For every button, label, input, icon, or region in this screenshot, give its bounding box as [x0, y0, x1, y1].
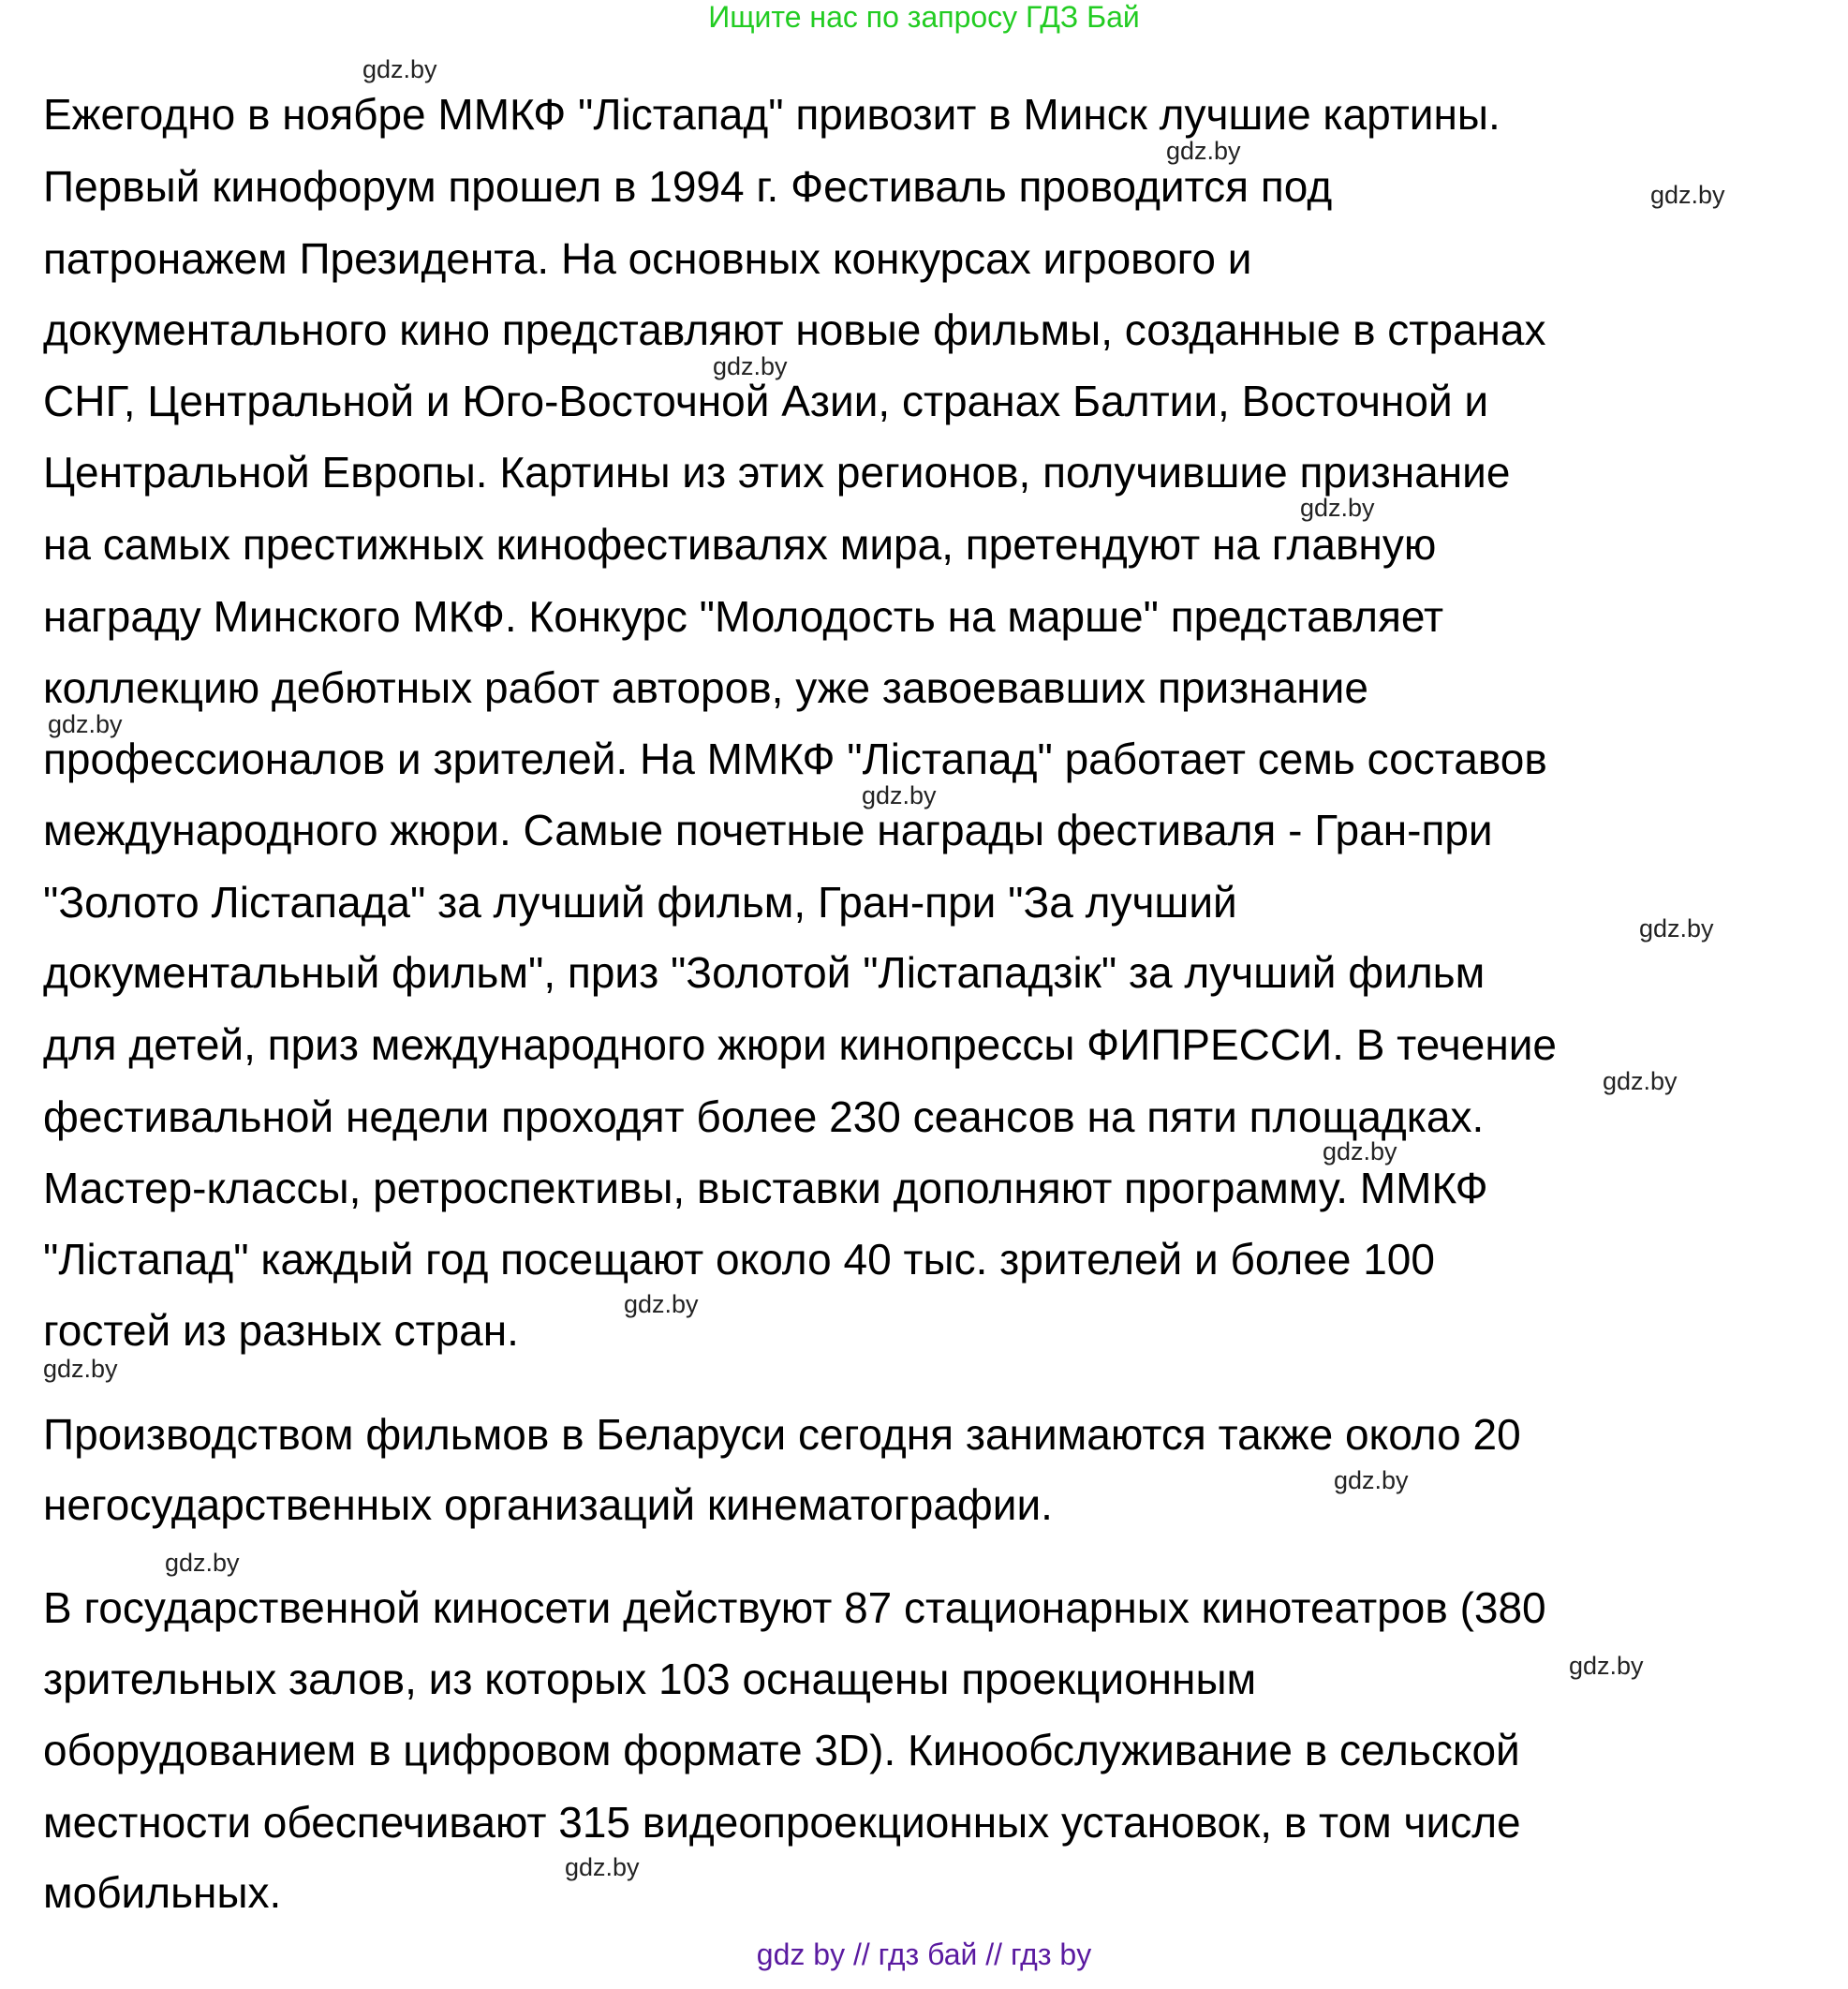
text-line: профессионалов и зрителей. На ММКФ "Лістапад" работает семь составов: [43, 735, 1547, 783]
text-line: негосударственных организаций кинематографии.: [43, 1480, 1053, 1529]
watermark: gdz.by: [1300, 494, 1375, 522]
watermark: gdz.by: [1334, 1466, 1409, 1494]
watermark: gdz.by: [1323, 1137, 1397, 1165]
text-line: международного жюри. Самые почетные награды фестиваля - Гран-при: [43, 806, 1493, 854]
watermark: gdz.by: [48, 710, 123, 738]
search-hint-header: Ищите нас по запросу ГДЗ Бай: [708, 0, 1140, 34]
text-line: В государственной киносети действуют 87 стационарных кинотеатров (380: [43, 1583, 1546, 1632]
text-line: Производством фильмов в Беларуси сегодня занимаются также около 20: [43, 1410, 1521, 1459]
watermark: gdz.by: [1650, 181, 1725, 209]
text-line: местности обеспечивают 315 видеопроекционных установок, в том числе: [43, 1798, 1521, 1847]
watermark: gdz.by: [565, 1853, 640, 1881]
text-line: Центральной Европы. Картины из этих регионов, получившие признание: [43, 448, 1511, 497]
text-line: документального кино представляют новые фильмы, созданные в странах: [43, 305, 1546, 354]
text-line: мобильных.: [43, 1868, 282, 1917]
text-line: зрительных залов, из которых 103 оснащены проекционным: [43, 1655, 1257, 1703]
text-line: СНГ, Центральной и Юго-Восточной Азии, странах Балтии, Восточной и: [43, 377, 1489, 425]
text-line: коллекцию дебютных работ авторов, уже завоевавших признание: [43, 663, 1368, 712]
watermark: gdz.by: [624, 1290, 699, 1318]
text-line: Первый кинофорум прошел в 1994 г. Фестиваль проводится под: [43, 162, 1333, 211]
watermark: gdz.by: [1603, 1067, 1678, 1095]
text-line: документальный фильм", приз "Золотой "Лістападзік" за лучший фильм: [43, 948, 1486, 997]
site-footer: gdz by // гдз бай // гдз by: [756, 1937, 1092, 1971]
watermark: gdz.by: [1569, 1652, 1644, 1680]
text-line: "Лістапад" каждый год посещают около 40 тыс. зрителей и более 100: [43, 1235, 1435, 1284]
watermark: gdz.by: [862, 781, 937, 809]
watermark: gdz.by: [713, 352, 788, 380]
text-line: на самых престижных кинофестивалях мира, претендуют на главную: [43, 520, 1437, 569]
text-line: "Золото Лістапада" за лучший фильм, Гран-при "За лучший: [43, 878, 1237, 927]
watermark: gdz.by: [43, 1355, 118, 1383]
watermark: gdz.by: [362, 55, 437, 83]
text-line: Мастер-классы, ретроспективы, выставки дополняют программу. ММКФ: [43, 1164, 1488, 1212]
text-line: оборудованием в цифровом формате 3D). Кинообслуживание в сельской: [43, 1726, 1520, 1774]
watermark: gdz.by: [165, 1549, 240, 1577]
text-line: для детей, приз международного жюри кинопрессы ФИПРЕССИ. В течение: [43, 1020, 1557, 1069]
watermark: gdz.by: [1166, 137, 1241, 165]
text-line: награду Минского МКФ. Конкурс "Молодость на марше" представляет: [43, 592, 1444, 641]
text-line: патронажем Президента. На основных конкурсах игрового и: [43, 234, 1252, 283]
text-line: фестивальной недели проходят более 230 сеансов на пяти площадках.: [43, 1092, 1485, 1141]
text-line: гостей из разных стран.: [43, 1306, 519, 1355]
text-line: Ежегодно в ноябре ММКФ "Лістапад" привозит в Минск лучшие картины.: [43, 90, 1501, 139]
watermark: gdz.by: [1639, 914, 1714, 943]
